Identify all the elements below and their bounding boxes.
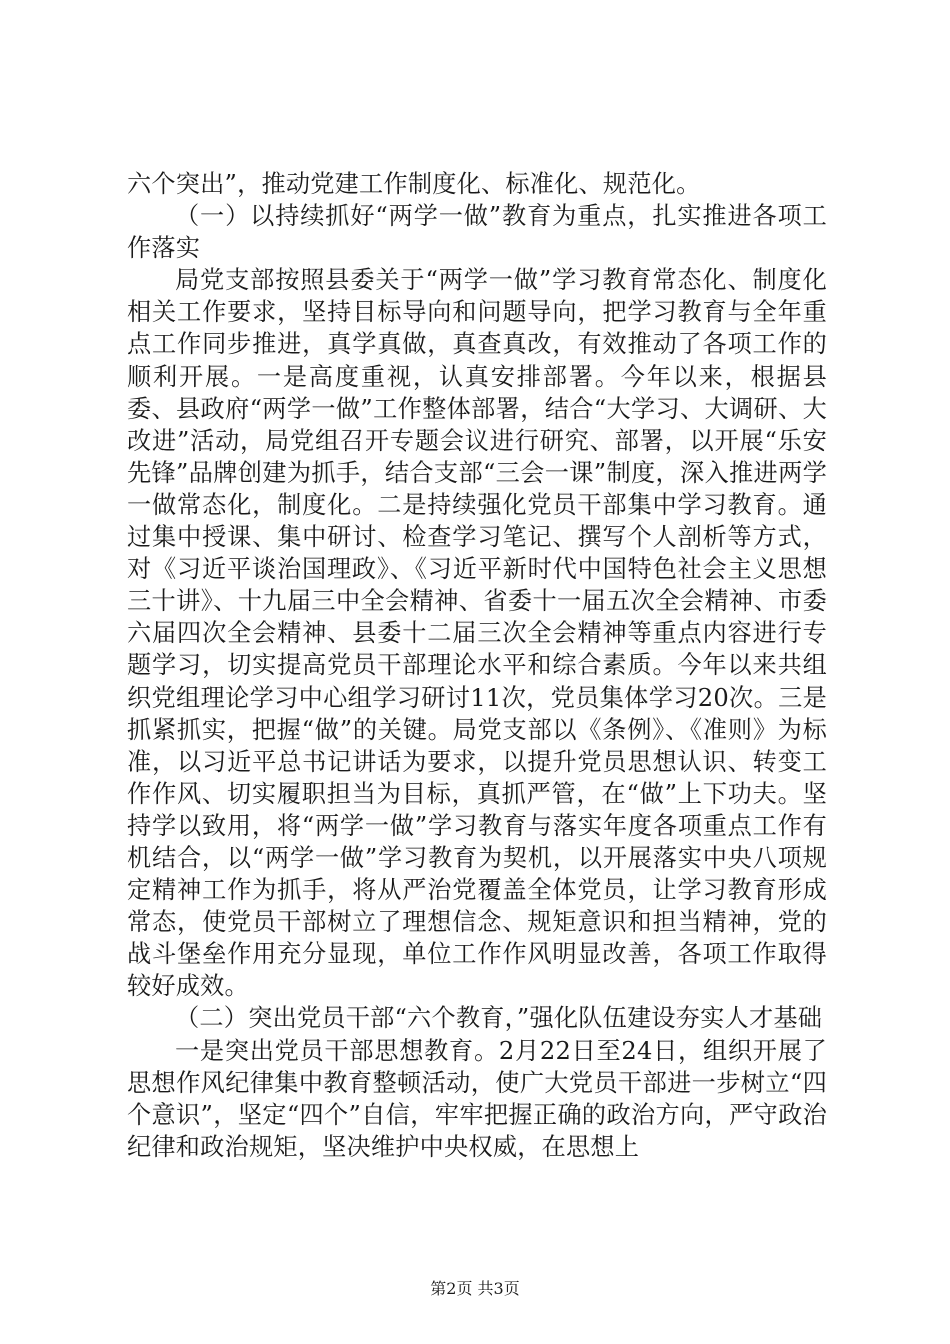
document-body <box>127 168 827 1163</box>
paragraph-body-2: 一是突出党员干部思想教育。2月22日至24日，组织开展了思想作风纪律集中教育整顿活动，使广大党员干部进一步树立“四个意识”，坚定“四个”自信，牢牢把握正确的政治方向，严守政治纪律和政治规矩，坚决维护中央权威，在思想上 <box>127 1036 827 1161</box>
paragraph-continuation: 六个突出”，推动党建工作制度化、标准化、规范化。 <box>127 170 701 198</box>
section-heading-1: （一）以持续抓好“两学一做”教育为重点，扎实推进各项工作落实 <box>127 202 827 263</box>
paragraph-body-1: 局党支部按照县委关于“两学一做”学习教育常态化、制度化相关工作要求，坚持目标导向和问题导向，把学习教育与全年重点工作同步推进，真学真做，真查真改，有效推动了各项工作的顺利开展。一是高度重视，认真安排部署。今年以来，根据县委、县政府“两学一做”工作整体部署，结合“大学习、大调研、大改进”活动，局党组召开专题会议进行研究、部署，以开展“乐安先锋”品牌创建为抓手，结合支部“三会一课”制度，深入推进两学一做常态化，制度化。二是持续强化党员干部集中学习教育。通过集中授课、集中研讨、检查学习笔记、撰写个人剖析等方式，对《习近平谈治国理政》、《习近平新时代中国特色社会主义思想三十讲》、十九届三中全会精神、省委十一届五次全会精神、市委六届四次全会精神、县委十二届三次全会精神等重点内容进行专题学习，切实提高党员干部理论水平和综合素质。今年以来共组织党组理论学习中心组学习研讨11次，党员集体学习20次。三是抓紧抓实，把握“做”的关键。局党支部以《条例》、《准则》为标准，以习近平总书记讲话为要求，以提升党员思想认识、转变工作作风、切实履职担当为目标，真抓严管，在“做”上下功夫。坚持学以致用，将“两学一做”学习教育与落实年度各项重点工作有机结合，以“两学一做”学习教育为契机，以开展落实中央八项规定精神工作为抓手，将从严治党覆盖全体党员，让学习教育形成常态，使党员干部树立了理想信念、规矩意识和担当精神，党的战斗堡垒作用充分显现，单位工作作风明显改善，各项工作取得较好成效。 <box>127 266 827 1001</box>
page-number-footer: 第2页 共3页 <box>430 1279 520 1298</box>
section-heading-2: （二）突出党员干部“六个教育，”强化队伍建设夯实人才基础 <box>175 1004 823 1033</box>
